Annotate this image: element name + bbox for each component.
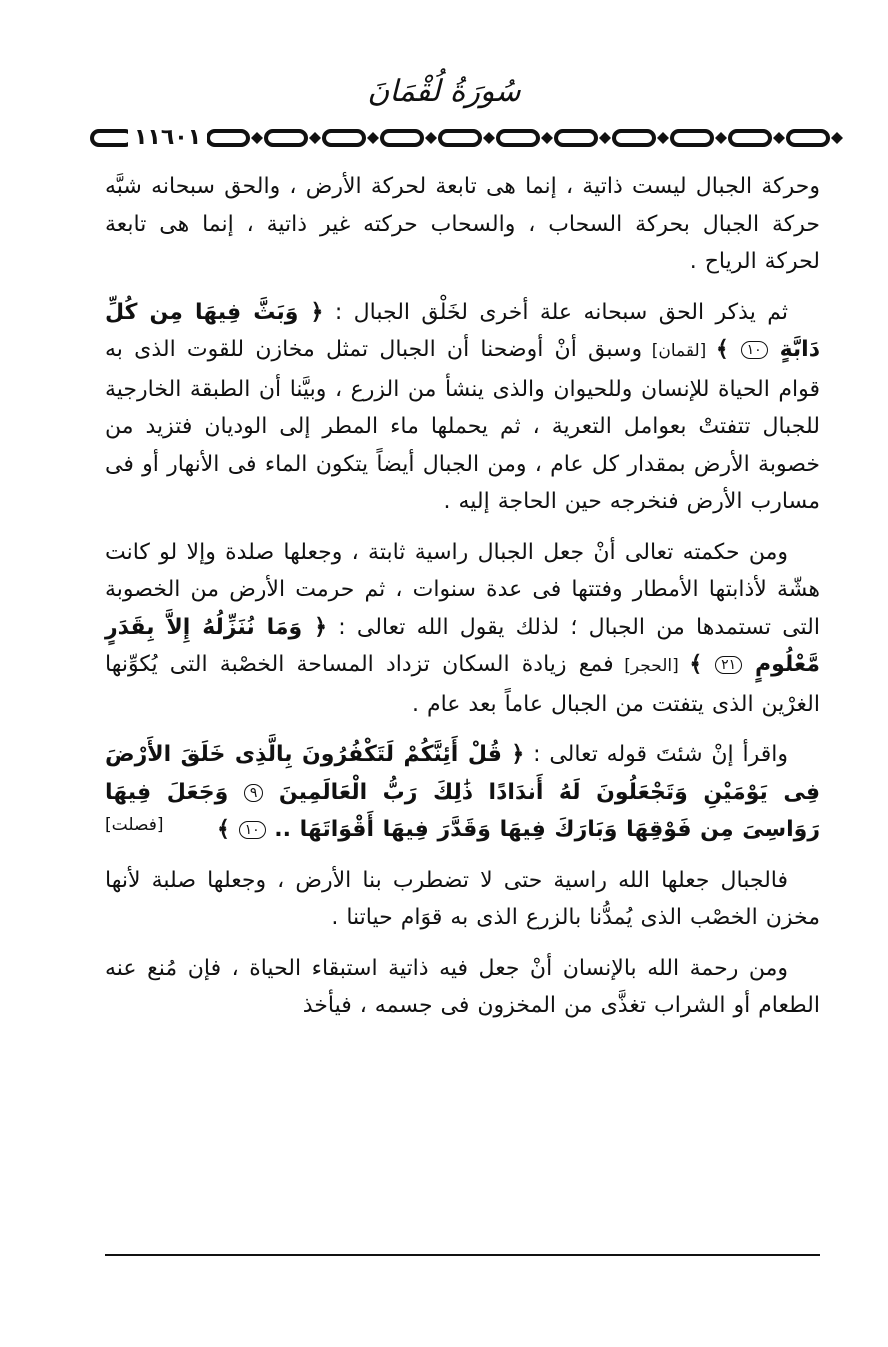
verse-number-badge: ١٠	[741, 341, 768, 359]
paragraph-text: وسبق أنْ أوضحنا أن الجبال تمثل مخازن للقوت الذى به قوام الحياة للإنسان وللحيوان والذى ينشأ من الزرع ، وبيَّنا أن الطبقة الخارجية للجبال تتفتتْ بعوامل التعرية ، ثم يحملها ماء المطر إلى الوديان فتزيد من خصوبة الأرض بمقدار كل عام ، ومن الجبال أيضاً يتكون الماء فى الأنهار أو فى مسارب الأرض فنخرجه حين الحاجة إليه .	[105, 337, 820, 514]
surah-reference: [الحجر]	[613, 656, 690, 676]
paragraph-text: واقرأ إنْ شئتَ قوله تعالى :	[524, 742, 788, 767]
paragraph-text: ثم يذكر الحق سبحانه علة أخرى لخَلْق الجبال :	[323, 299, 788, 325]
surah-reference: [فصلت]	[105, 814, 164, 835]
paragraph-p3	[105, 534, 820, 724]
verse-number-badge: ٢١	[715, 656, 742, 674]
paragraph-p4	[105, 736, 820, 849]
paragraph-text: فالجبال جعلها الله راسية حتى لا تضطرب بنا الأرض ، وجعلها صلبة لأنها مخزن الخصْب الذى يُمدُّنا بالزرع الذى به قوَام حياتنا .	[105, 867, 820, 930]
verse-number-badge: ٩	[244, 784, 264, 802]
paragraph-text: وحركة الجبال ليست ذاتية ، إنما هى تابعة لحركة الأرض ، والحق سبحانه شبَّه حركة الجبال بحركة السحاب ، والسحاب حركته غير ذاتية ، إنما هى تابعة لحركة الرياح .	[105, 174, 820, 274]
surah-reference: [لقمان]	[642, 341, 716, 361]
paragraph-text: ومن حكمته تعالى أنْ جعل الجبال راسية ثابتة ، وجعلها صلدة وإلا لو كانت هشّة لأذابتها الأمطار وفتتها فى عدة سنوات ، ثم حرمت الأرض من الخصوبة التى تستمدها من الجبال ؛ لذلك يقول الله تعالى :	[105, 539, 820, 640]
paragraph-text: ومن رحمة الله بالإنسان أنْ جعل فيه ذاتية استبقاء الحياة ، فإن مُنع عنه الطعام أو الشراب تغذَّى من المخزون فى جسمه ، فيأخذ	[105, 955, 820, 1018]
footer-rule	[105, 1254, 820, 1256]
paragraph-p1	[105, 168, 820, 281]
quran-verse-text: ﴿ قُلْ أَئِنَّكُمْ لَتَكْفُرُونَ بِالَّذِى خَلَقَ الأَرْضَ فِى يَوْمَيْنِ وَتَجْعَلُونَ لَهُ أَندَادًا ذَٰلِكَ رَبُّ الْعَالَمِينَ	[105, 742, 820, 805]
paragraph-p2	[105, 294, 820, 521]
page-number: ١١٦٠١	[128, 124, 207, 152]
quran-verse-text: ﴿ وَمَا نُنَزِّلُهُ إِلاَّ بِقَدَرٍ مَّعْلُومٍ	[105, 614, 820, 677]
quran-verse-text: ﴿ وَبَثَّ فِيهَا مِن كُلِّ دَابَّةٍ	[105, 299, 821, 362]
paragraph-p5	[105, 862, 820, 937]
quran-verse-text: ﴾	[689, 652, 716, 677]
verse-number-badge: ١٠	[239, 821, 266, 839]
page-body	[105, 168, 820, 1025]
quran-verse-text: وَجَعَلَ فِيهَا رَوَاسِىَ مِن فَوْقِهَا وَبَارَكَ فِيهَا وَقَدَّرَ فِيهَا أَقْوَاتَهَا ..	[105, 779, 820, 842]
paragraph-text: فمع زيادة السكان تزداد المساحة الخصْبة التى يُكوِّنها الغرْين الذى يتفتت من الجبال عاماً بعد عام .	[105, 652, 820, 717]
paragraph-p6	[105, 950, 820, 1025]
quran-verse-text: ﴾	[217, 817, 239, 842]
surah-title: سُورَةُ لُقْمَانَ	[367, 74, 521, 109]
quran-verse-text: ﴾	[715, 337, 741, 362]
